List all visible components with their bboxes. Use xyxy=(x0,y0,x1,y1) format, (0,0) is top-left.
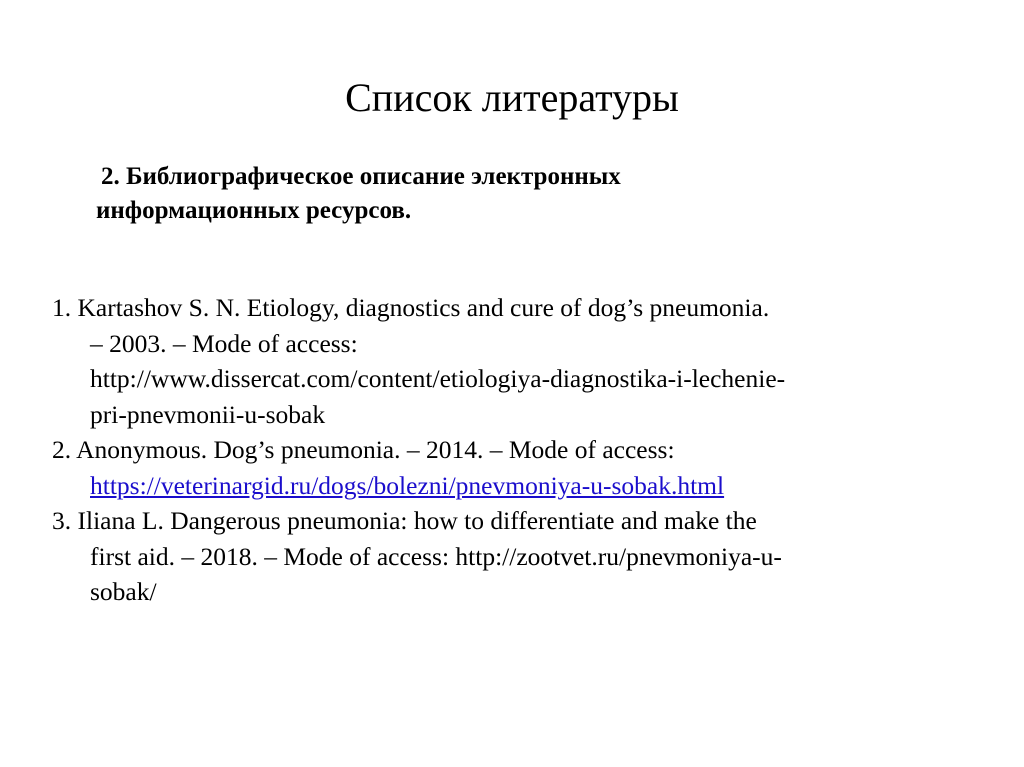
subtitle-line-2: информационных ресурсов. xyxy=(96,197,412,224)
reference-line: 2. Anonymous. Dog’s pneumonia. – 2014. – Mode of access: xyxy=(52,435,675,464)
reference-url-cont: pri-pnevmonii-u-sobak xyxy=(90,399,326,429)
reference-line: 1. Kartashov S. N. Etiology, diagnostics and cure of dog’s pneumonia. xyxy=(52,293,770,322)
section-subtitle xyxy=(96,160,621,228)
reference-line: 3. Iliana L. Dangerous pneumonia: how to differentiate and make the xyxy=(52,506,757,535)
reference-line: first aid. – 2018. – Mode of access: http://zootvet.ru/pnevmoniya-u- xyxy=(90,541,782,571)
reference-item-1 xyxy=(52,290,785,432)
reference-link[interactable]: https://veterinargid.ru/dogs/bolezni/pnevmoniya-u-sobak.html xyxy=(90,470,725,500)
reference-line: – 2003. – Mode of access: xyxy=(90,328,358,358)
reference-url: http://www.dissercat.com/content/etiologiya-diagnostika-i-lechenie- xyxy=(90,364,786,393)
slide-title: Список литературы xyxy=(345,75,679,120)
reference-line: sobak/ xyxy=(90,577,157,606)
reference-item-3 xyxy=(52,503,785,610)
subtitle-line-1: 2. Библиографическое описание электронных xyxy=(101,163,621,190)
reference-item-2 xyxy=(52,432,785,503)
reference-list xyxy=(52,290,785,610)
